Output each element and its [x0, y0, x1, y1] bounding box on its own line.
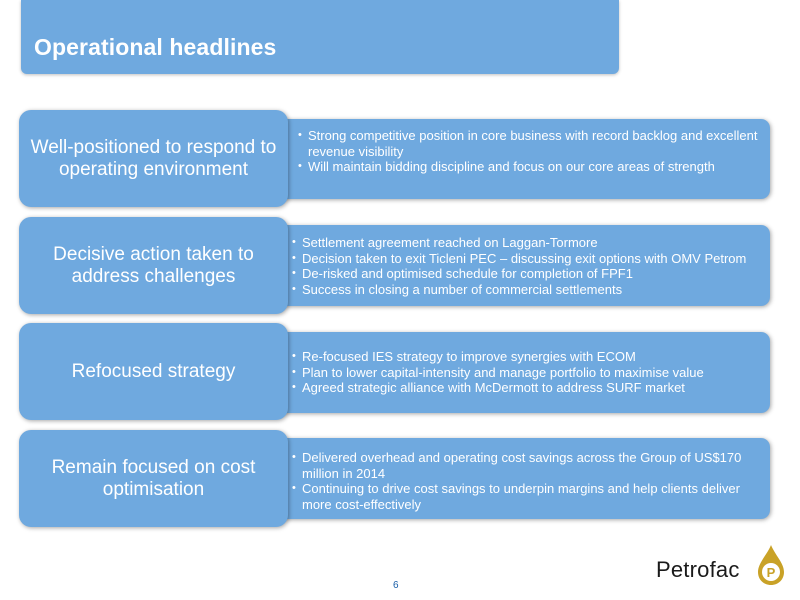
page-title: Operational headlines: [34, 34, 277, 60]
heading-text-3: Refocused strategy: [71, 360, 236, 382]
bullet-item: • Strong competitive position in core business with record backlog and excellent revenue visibility: [296, 128, 758, 159]
bullet-item: • Delivered overhead and operating cost savings across the Group of US$170 million in 2014: [290, 450, 764, 481]
svg-text:P: P: [766, 565, 776, 580]
bullet-list-3: [290, 349, 764, 396]
bullet-item: • De-risked and optimised schedule for completion of FPF1: [290, 266, 764, 282]
bullet-item: • Settlement agreement reached on Laggan-Tormore: [290, 235, 764, 251]
bullet-item: • Continuing to drive cost savings to underpin margins and help clients deliver more cost-effectively: [290, 481, 764, 512]
heading-text-2: Decisive action taken to address challenges: [53, 243, 254, 287]
bullet-list-1: [296, 128, 758, 175]
heading-text-1: Well-positioned to respond to operating environment: [30, 136, 277, 180]
heading-box-4: [19, 430, 288, 527]
bullet-item: • Success in closing a number of commercial settlements: [290, 282, 764, 298]
petrofac-drop-icon: [754, 543, 788, 587]
logo-text: Petrofac: [656, 557, 740, 582]
heading-text-4: Remain focused on cost optimisation: [51, 456, 256, 500]
heading-box-1: [19, 110, 288, 207]
bullet-list-2: [290, 235, 764, 297]
heading-box-2: [19, 217, 288, 314]
bullet-item: • Will maintain bidding discipline and focus on our core areas of strength: [296, 159, 758, 175]
bullet-item: • Decision taken to exit Ticleni PEC – discussing exit options with OMV Petrom: [290, 251, 764, 267]
petrofac-logo: [656, 537, 796, 587]
bullet-list-4: [290, 450, 764, 512]
bullet-item: • Agreed strategic alliance with McDermott to address SURF market: [290, 380, 764, 396]
heading-box-3: [19, 323, 288, 420]
bullet-item: • Plan to lower capital-intensity and manage portfolio to maximise value: [290, 365, 764, 381]
bullet-item: • Re-focused IES strategy to improve synergies with ECOM: [290, 349, 764, 365]
page-number: 6: [393, 580, 399, 591]
